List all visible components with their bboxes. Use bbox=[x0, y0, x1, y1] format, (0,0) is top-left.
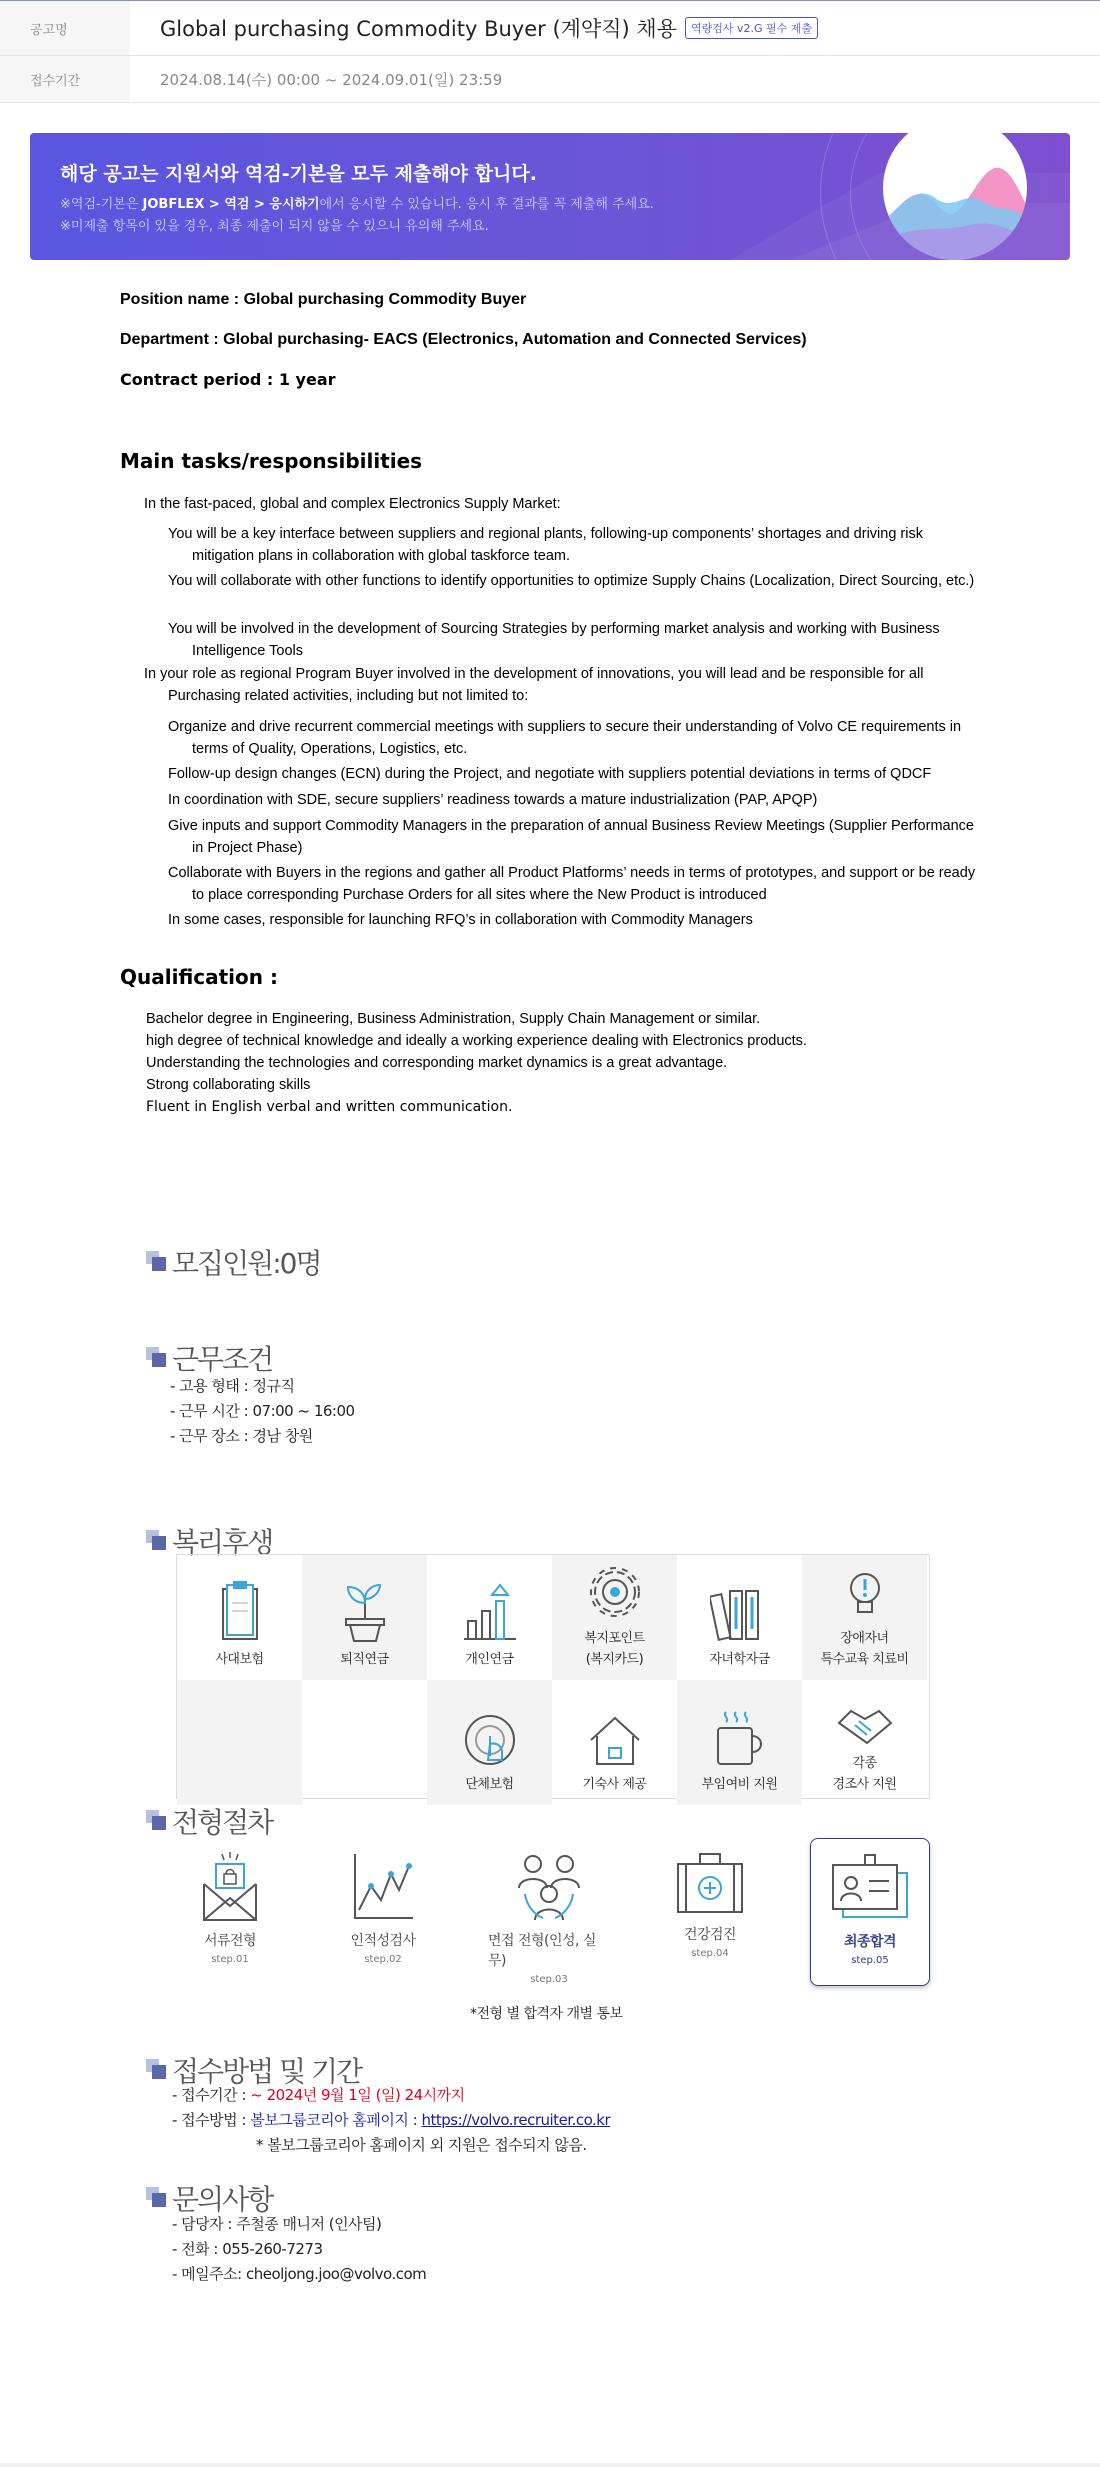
benefit-empty-cell bbox=[302, 1680, 427, 1805]
department: Department : Global purchasing- EACS (Electronics, Automation and Connected Services) bbox=[120, 331, 807, 348]
qualification-heading: Qualification : bbox=[120, 965, 278, 989]
process-note: *전형 별 합격자 개별 통보 bbox=[470, 2006, 623, 2022]
task-item: Give inputs and support Commodity Managers in the preparation of annual Business Review Meetings (Supplier Performance in Project Phase) bbox=[168, 818, 974, 856]
id-card-icon bbox=[829, 1851, 911, 1923]
working-hours: - 근무 시간 : 07:00 ~ 16:00 bbox=[170, 1402, 355, 1420]
posting-title-label: 공고명 bbox=[0, 1, 130, 55]
qualification-item: Understanding the technologies and corresponding market dynamics is a great advantage. bbox=[146, 1055, 728, 1071]
contact-phone: - 전화 : 055-260-7273 bbox=[172, 2240, 323, 2258]
growth-chart-icon bbox=[462, 1581, 518, 1643]
section-square-icon bbox=[146, 1530, 168, 1552]
apply-method: - 접수방법 : 볼보그룹코리아 홈페이지 : https://volvo.recruiter.co.kr bbox=[172, 2111, 611, 2129]
benefit-item: 각종 경조사 지원 bbox=[802, 1680, 927, 1805]
application-period-label: 접수기간 bbox=[0, 56, 130, 102]
envelope-lock-icon bbox=[200, 1850, 260, 1922]
banner-headline: 해당 공고는 지원서와 역검-기본을 모두 제출해야 합니다. bbox=[60, 163, 537, 185]
contact-email: - 메일주소: cheoljong.joo@volvo.com bbox=[172, 2265, 427, 2283]
gear-icon bbox=[585, 1562, 645, 1622]
conditions-heading: 근무조건 bbox=[146, 1338, 272, 1378]
benefit-item: 사대보험 bbox=[177, 1555, 302, 1680]
qualification-item: Strong collaborating skills bbox=[146, 1077, 311, 1093]
recruiter-link[interactable]: https://volvo.recruiter.co.kr bbox=[421, 2111, 611, 2129]
bottom-divider bbox=[0, 2463, 1100, 2467]
task-item: In coordination with SDE, secure suppliers’ readiness towards a mature industrialization (PAP, APQP) bbox=[168, 792, 818, 808]
section-square-icon bbox=[146, 1347, 168, 1369]
position-name: Position name : Global purchasing Commodity Buyer bbox=[120, 291, 527, 308]
medical-kit-icon bbox=[674, 1850, 746, 1916]
work-location: - 근무 장소 : 경남 창원 bbox=[170, 1427, 313, 1445]
process-heading: 전형절차 bbox=[146, 1801, 272, 1841]
employment-type: - 고용 형태 : 정규직 bbox=[170, 1377, 295, 1395]
process-step-5: 최종합격 step.05 bbox=[810, 1838, 930, 1986]
benefit-item: 단체보험 bbox=[427, 1680, 552, 1805]
application-period-row bbox=[0, 56, 1100, 103]
task-item: Collaborate with Buyers in the regions and gather all Product Platforms’ needs in terms of prototypes, and support or be ready to place corresponding Purchase Orders for all sites where the New Product is introduced bbox=[168, 865, 976, 903]
benefits-grid bbox=[176, 1554, 930, 1799]
task-item: You will be a key interface between suppliers and regional plants, following-up components’ shortages and driving risk mitigation plans in collaboration with global taskforce team. bbox=[168, 526, 923, 564]
contact-heading: 문의사항 bbox=[146, 2178, 272, 2218]
posting-title-row bbox=[0, 1, 1100, 56]
qualification-item: high degree of technical knowledge and ideally a working experience dealing with Electronics products. bbox=[146, 1033, 807, 1049]
line-graph-icon bbox=[351, 1850, 415, 1922]
house-icon bbox=[587, 1712, 643, 1768]
tasks-intro-2: In your role as regional Program Buyer involved in the development of innovations, you will lead and be responsible for all Purchasing related activities, including but not limited to: bbox=[144, 666, 924, 704]
tasks-heading: Main tasks/responsibilities bbox=[120, 449, 423, 473]
qualification-item: Fluent in English verbal and written communication. bbox=[146, 1099, 513, 1115]
benefit-item: 퇴직연금 bbox=[302, 1555, 427, 1680]
section-square-icon bbox=[146, 2187, 168, 2209]
apply-heading: 접수방법 및 기간 bbox=[146, 2050, 361, 2090]
books-icon bbox=[710, 1587, 770, 1643]
benefit-item: 장애자녀 특수교육 치료비 bbox=[802, 1555, 927, 1680]
apply-period: - 접수기간 : ~ 2024년 9월 1일 (일) 24시까지 bbox=[172, 2086, 465, 2104]
tasks-intro-1: In the fast-paced, global and complex Electronics Supply Market: bbox=[144, 496, 561, 512]
banner-line-1: ※역검-기본은 JOBFLEX > 역검 > 응시하기에서 응시할 수 있습니다. 응시 후 결과를 꼭 제출해 주세요. bbox=[60, 197, 654, 212]
handshake-icon bbox=[837, 1703, 893, 1747]
task-item: Organize and drive recurrent commercial meetings with suppliers to secure their understanding of Volvo CE requirements in terms of Quality, Operations, Logistics, etc. bbox=[168, 719, 962, 757]
notice-banner bbox=[30, 133, 1070, 260]
contract-period: Contract period : 1 year bbox=[120, 370, 336, 389]
application-period: 2024.08.14(수) 00:00 ~ 2024.09.01(일) 23:59 bbox=[160, 70, 503, 89]
benefit-item: 자녀학자금 bbox=[677, 1555, 802, 1680]
qualification-item: Bachelor degree in Engineering, Business Administration, Supply Chain Management or similar. bbox=[146, 1011, 761, 1027]
section-square-icon bbox=[146, 1251, 168, 1273]
benefit-item: 복지포인트 (복지카드) bbox=[552, 1555, 677, 1680]
coffee-mug-icon bbox=[712, 1708, 768, 1768]
lightbulb-icon bbox=[840, 1566, 890, 1622]
task-item: In some cases, responsible for launching RFQ’s in collaboration with Commodity Managers bbox=[168, 912, 753, 928]
process-step-1: 서류전형 step.01 bbox=[170, 1838, 290, 1986]
posting-title: Global purchasing Commodity Buyer (계약직) 채용 bbox=[160, 17, 677, 41]
plant-icon bbox=[340, 1581, 390, 1643]
process-step-2: 인적성검사 step.02 bbox=[323, 1838, 443, 1986]
apply-note: * 볼보그룹코리아 홈페이지 외 지원은 접수되지 않음. bbox=[256, 2136, 587, 2154]
benefit-item: 기숙사 제공 bbox=[552, 1680, 677, 1805]
assessment-badge: 역량검사 v2.G 필수 제출 bbox=[685, 17, 818, 39]
clipboard-icon bbox=[215, 1581, 265, 1643]
task-item: You will be involved in the development of Sourcing Strategies by performing market analysis and working with Business Intelligence Tools bbox=[168, 621, 940, 659]
contact-manager: - 담당자 : 주철종 매니저 (인사팀) bbox=[172, 2215, 382, 2233]
section-square-icon bbox=[146, 1810, 168, 1832]
touch-target-icon bbox=[462, 1712, 518, 1768]
task-item: Follow-up design changes (ECN) during the Project, and negotiate with suppliers potential deviations in terms of QDCF bbox=[168, 766, 932, 782]
task-item: You will collaborate with other functions to identify opportunities to optimize Supply Chains (Localization, Direct Sourcing, etc.) bbox=[168, 573, 975, 589]
recruit-count-heading: 모집인원:0명 bbox=[146, 1242, 321, 1282]
benefit-empty-cell bbox=[177, 1680, 302, 1805]
benefits-heading: 복리후생 bbox=[146, 1521, 272, 1561]
benefit-item: 부임여비 지원 bbox=[677, 1680, 802, 1805]
process-step-4: 건강검진 step.04 bbox=[650, 1838, 770, 1986]
section-square-icon bbox=[146, 2059, 168, 2081]
people-icon bbox=[509, 1850, 589, 1922]
benefit-item: 개인연금 bbox=[427, 1555, 552, 1680]
banner-line-2: ※미제출 항목이 있을 경우, 최종 제출이 되지 않을 수 있으니 유의해 주세요. bbox=[60, 219, 489, 234]
process-step-3: 면접 전형(인성, 실무) step.03 bbox=[488, 1838, 610, 1986]
banner-wave-illustration bbox=[880, 133, 1030, 260]
